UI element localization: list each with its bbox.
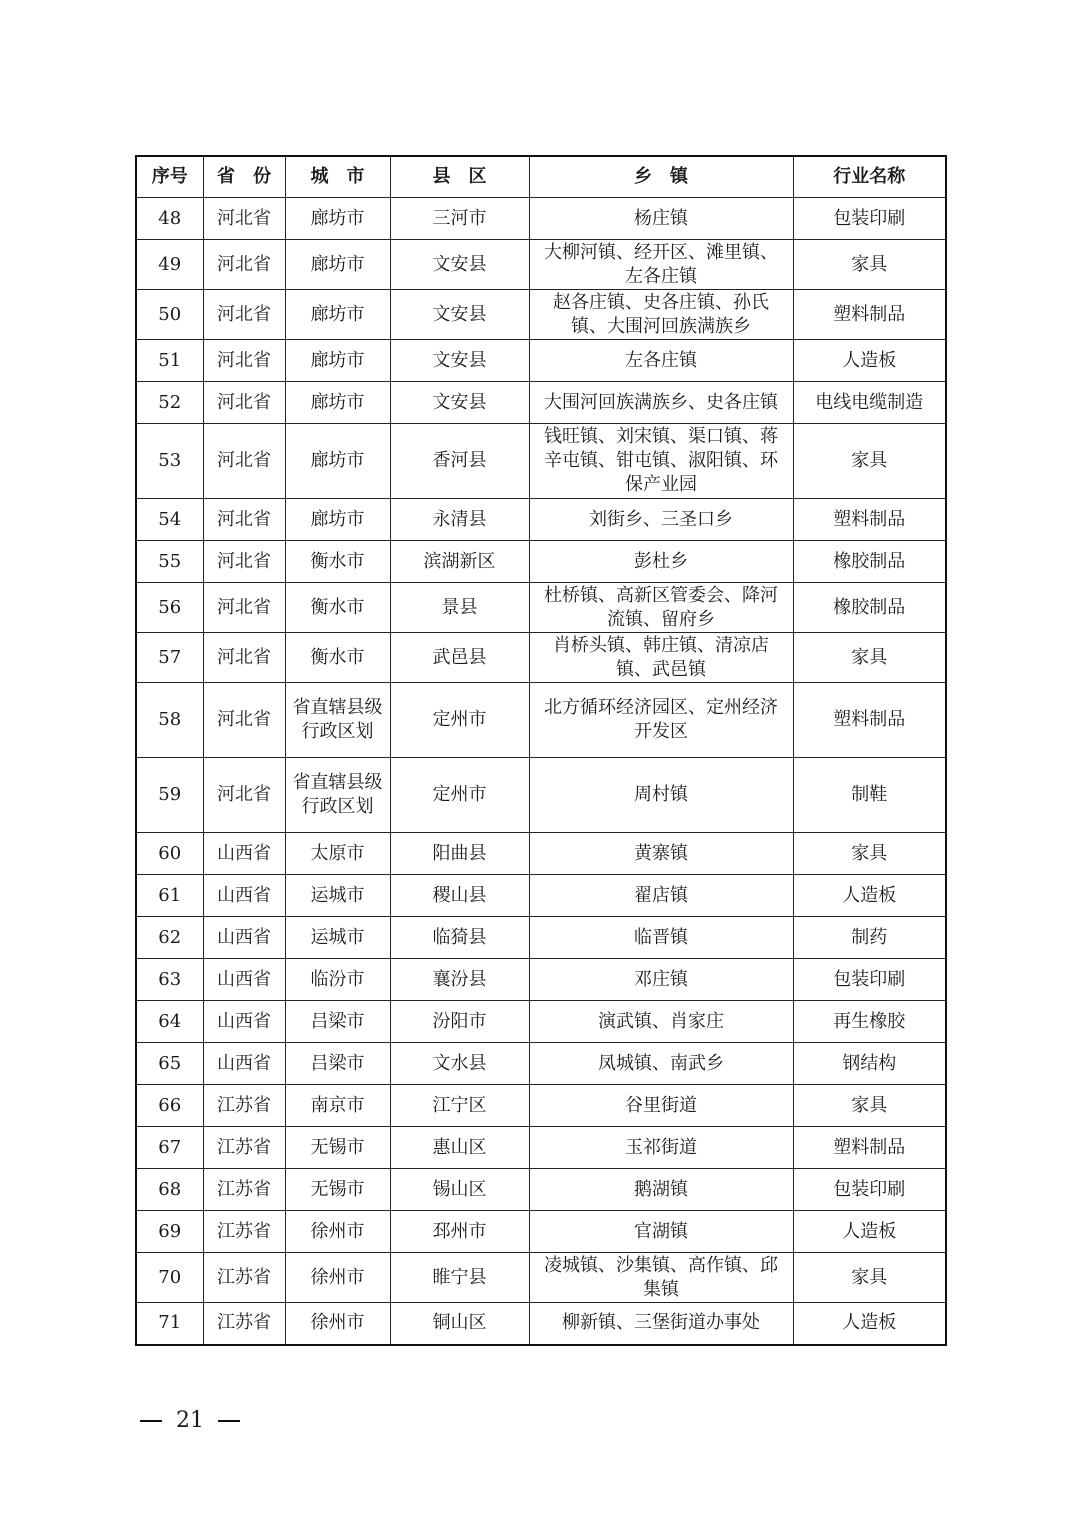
cell-industry: 塑料制品 (793, 499, 946, 541)
cell-city: 徐州市 (285, 1253, 390, 1303)
cell-county: 汾阳市 (390, 1001, 529, 1043)
cell-county: 惠山区 (390, 1127, 529, 1169)
cell-province: 河北省 (203, 240, 285, 290)
cell-province: 江苏省 (203, 1303, 285, 1345)
cell-county: 文安县 (390, 340, 529, 382)
cell-province: 河北省 (203, 424, 285, 499)
cell-industry: 家具 (793, 240, 946, 290)
cell-county: 景县 (390, 583, 529, 633)
cell-town: 大柳河镇、经开区、滩里镇、左各庄镇 (529, 240, 793, 290)
cell-county: 江宁区 (390, 1085, 529, 1127)
cell-province: 河北省 (203, 633, 285, 683)
cell-industry: 塑料制品 (793, 290, 946, 340)
cell-city: 廊坊市 (285, 499, 390, 541)
cell-industry: 人造板 (793, 875, 946, 917)
cell-county: 铜山区 (390, 1303, 529, 1345)
cell-town: 杨庄镇 (529, 198, 793, 240)
cell-county: 文安县 (390, 240, 529, 290)
cell-province: 山西省 (203, 959, 285, 1001)
cell-province: 山西省 (203, 917, 285, 959)
cell-town: 谷里街道 (529, 1085, 793, 1127)
cell-city: 廊坊市 (285, 240, 390, 290)
cell-city: 太原市 (285, 833, 390, 875)
cell-city: 衡水市 (285, 541, 390, 583)
cell-industry: 制药 (793, 917, 946, 959)
cell-serial: 51 (136, 340, 203, 382)
cell-county: 文水县 (390, 1043, 529, 1085)
table-row (136, 382, 946, 424)
table-row (136, 1303, 946, 1345)
cell-serial: 71 (136, 1303, 203, 1345)
cell-serial: 65 (136, 1043, 203, 1085)
table-row (136, 758, 946, 833)
table-row (136, 583, 946, 633)
cell-serial: 48 (136, 198, 203, 240)
table-body (136, 198, 946, 1345)
table-row (136, 1001, 946, 1043)
cell-serial: 55 (136, 541, 203, 583)
cell-town: 翟店镇 (529, 875, 793, 917)
cell-serial: 62 (136, 917, 203, 959)
cell-town: 官湖镇 (529, 1211, 793, 1253)
table-row (136, 917, 946, 959)
cell-town: 北方循环经济园区、定州经济开发区 (529, 683, 793, 758)
cell-serial: 66 (136, 1085, 203, 1127)
page-footer (140, 1408, 240, 1433)
table-row (136, 499, 946, 541)
cell-county: 阳曲县 (390, 833, 529, 875)
cell-serial: 58 (136, 683, 203, 758)
cell-county: 永清县 (390, 499, 529, 541)
cell-serial: 59 (136, 758, 203, 833)
cell-serial: 52 (136, 382, 203, 424)
cell-industry: 包装印刷 (793, 198, 946, 240)
table-row (136, 683, 946, 758)
cell-serial: 63 (136, 959, 203, 1001)
cell-city: 衡水市 (285, 633, 390, 683)
cell-serial: 57 (136, 633, 203, 683)
cell-county: 稷山县 (390, 875, 529, 917)
cell-county: 三河市 (390, 198, 529, 240)
header-industry: 行业名称 (793, 156, 946, 198)
cell-town: 演武镇、肖家庄 (529, 1001, 793, 1043)
table-row (136, 1085, 946, 1127)
cell-county: 滨湖新区 (390, 541, 529, 583)
table-row (136, 240, 946, 290)
table-row (136, 1043, 946, 1085)
cell-industry: 家具 (793, 424, 946, 499)
cell-serial: 53 (136, 424, 203, 499)
table-row (136, 959, 946, 1001)
footer-dash-left (140, 1420, 162, 1422)
cell-province: 河北省 (203, 541, 285, 583)
cell-city: 临汾市 (285, 959, 390, 1001)
cell-province: 山西省 (203, 833, 285, 875)
cell-serial: 64 (136, 1001, 203, 1043)
table-row (136, 340, 946, 382)
cell-city: 无锡市 (285, 1127, 390, 1169)
cell-county: 武邑县 (390, 633, 529, 683)
cell-serial: 69 (136, 1211, 203, 1253)
cell-serial: 54 (136, 499, 203, 541)
cell-industry: 家具 (793, 833, 946, 875)
cell-city: 廊坊市 (285, 198, 390, 240)
cell-serial: 50 (136, 290, 203, 340)
cell-town: 钱旺镇、刘宋镇、渠口镇、蒋辛屯镇、钳屯镇、淑阳镇、环保产业园 (529, 424, 793, 499)
table-row (136, 1127, 946, 1169)
cell-province: 河北省 (203, 583, 285, 633)
cell-county: 临猗县 (390, 917, 529, 959)
cell-town: 邓庄镇 (529, 959, 793, 1001)
cell-city: 省直辖县级行政区划 (285, 683, 390, 758)
cell-town: 杜桥镇、高新区管委会、降河流镇、留府乡 (529, 583, 793, 633)
cell-serial: 49 (136, 240, 203, 290)
cell-province: 江苏省 (203, 1253, 285, 1303)
cell-city: 衡水市 (285, 583, 390, 633)
cell-industry: 包装印刷 (793, 959, 946, 1001)
cell-county: 文安县 (390, 382, 529, 424)
cell-city: 无锡市 (285, 1169, 390, 1211)
cell-province: 江苏省 (203, 1127, 285, 1169)
footer-dash-right (218, 1420, 240, 1422)
cell-town: 凤城镇、南武乡 (529, 1043, 793, 1085)
cell-province: 河北省 (203, 382, 285, 424)
cell-province: 山西省 (203, 1043, 285, 1085)
cell-industry: 塑料制品 (793, 1127, 946, 1169)
page-number: 21 (176, 1408, 204, 1433)
cell-industry: 再生橡胶 (793, 1001, 946, 1043)
cell-town: 左各庄镇 (529, 340, 793, 382)
cell-industry: 家具 (793, 633, 946, 683)
cell-province: 河北省 (203, 198, 285, 240)
cell-serial: 56 (136, 583, 203, 633)
cell-town: 凌城镇、沙集镇、高作镇、邱集镇 (529, 1253, 793, 1303)
cell-town: 玉祁街道 (529, 1127, 793, 1169)
cell-province: 江苏省 (203, 1211, 285, 1253)
cell-county: 定州市 (390, 758, 529, 833)
cell-province: 河北省 (203, 499, 285, 541)
cell-county: 邳州市 (390, 1211, 529, 1253)
cell-city: 省直辖县级行政区划 (285, 758, 390, 833)
cell-industry: 电线电缆制造 (793, 382, 946, 424)
table-row (136, 1169, 946, 1211)
cell-province: 山西省 (203, 1001, 285, 1043)
header-town: 乡 镇 (529, 156, 793, 198)
cell-county: 锡山区 (390, 1169, 529, 1211)
cell-industry: 家具 (793, 1085, 946, 1127)
cell-industry: 人造板 (793, 1303, 946, 1345)
cell-industry: 塑料制品 (793, 683, 946, 758)
cell-province: 河北省 (203, 758, 285, 833)
table-row (136, 424, 946, 499)
cell-town: 彭杜乡 (529, 541, 793, 583)
cell-city: 廊坊市 (285, 382, 390, 424)
header-city: 城 市 (285, 156, 390, 198)
cell-city: 廊坊市 (285, 424, 390, 499)
table-row (136, 1253, 946, 1303)
cell-county: 睢宁县 (390, 1253, 529, 1303)
table-row (136, 290, 946, 340)
cell-city: 南京市 (285, 1085, 390, 1127)
table-row (136, 1211, 946, 1253)
enterprise-table (135, 155, 947, 1346)
cell-city: 吕梁市 (285, 1043, 390, 1085)
cell-town: 赵各庄镇、史各庄镇、孙氏镇、大围河回族满族乡 (529, 290, 793, 340)
cell-serial: 70 (136, 1253, 203, 1303)
table-row (136, 633, 946, 683)
cell-serial: 68 (136, 1169, 203, 1211)
table-row (136, 875, 946, 917)
cell-town: 周村镇 (529, 758, 793, 833)
cell-province: 江苏省 (203, 1085, 285, 1127)
table-row (136, 541, 946, 583)
cell-city: 运城市 (285, 917, 390, 959)
cell-city: 徐州市 (285, 1303, 390, 1345)
cell-serial: 61 (136, 875, 203, 917)
cell-town: 肖桥头镇、韩庄镇、清凉店镇、武邑镇 (529, 633, 793, 683)
cell-province: 江苏省 (203, 1169, 285, 1211)
cell-province: 河北省 (203, 683, 285, 758)
cell-county: 文安县 (390, 290, 529, 340)
cell-industry: 包装印刷 (793, 1169, 946, 1211)
cell-county: 襄汾县 (390, 959, 529, 1001)
cell-industry: 橡胶制品 (793, 583, 946, 633)
cell-serial: 67 (136, 1127, 203, 1169)
cell-town: 柳新镇、三堡街道办事处 (529, 1303, 793, 1345)
cell-province: 河北省 (203, 290, 285, 340)
cell-serial: 60 (136, 833, 203, 875)
table-row (136, 198, 946, 240)
cell-province: 河北省 (203, 340, 285, 382)
cell-city: 吕梁市 (285, 1001, 390, 1043)
cell-county: 定州市 (390, 683, 529, 758)
cell-industry: 橡胶制品 (793, 541, 946, 583)
table-row (136, 833, 946, 875)
cell-city: 廊坊市 (285, 290, 390, 340)
cell-city: 运城市 (285, 875, 390, 917)
cell-industry: 人造板 (793, 340, 946, 382)
cell-industry: 人造板 (793, 1211, 946, 1253)
cell-city: 廊坊市 (285, 340, 390, 382)
cell-industry: 钢结构 (793, 1043, 946, 1085)
cell-city: 徐州市 (285, 1211, 390, 1253)
header-county: 县 区 (390, 156, 529, 198)
cell-town: 大围河回族满族乡、史各庄镇 (529, 382, 793, 424)
table-header-row (136, 156, 946, 198)
cell-province: 山西省 (203, 875, 285, 917)
header-serial: 序号 (136, 156, 203, 198)
cell-town: 黄寨镇 (529, 833, 793, 875)
cell-industry: 家具 (793, 1253, 946, 1303)
cell-town: 临晋镇 (529, 917, 793, 959)
header-province: 省 份 (203, 156, 285, 198)
cell-industry: 制鞋 (793, 758, 946, 833)
cell-town: 刘街乡、三圣口乡 (529, 499, 793, 541)
cell-county: 香河县 (390, 424, 529, 499)
cell-town: 鹅湖镇 (529, 1169, 793, 1211)
